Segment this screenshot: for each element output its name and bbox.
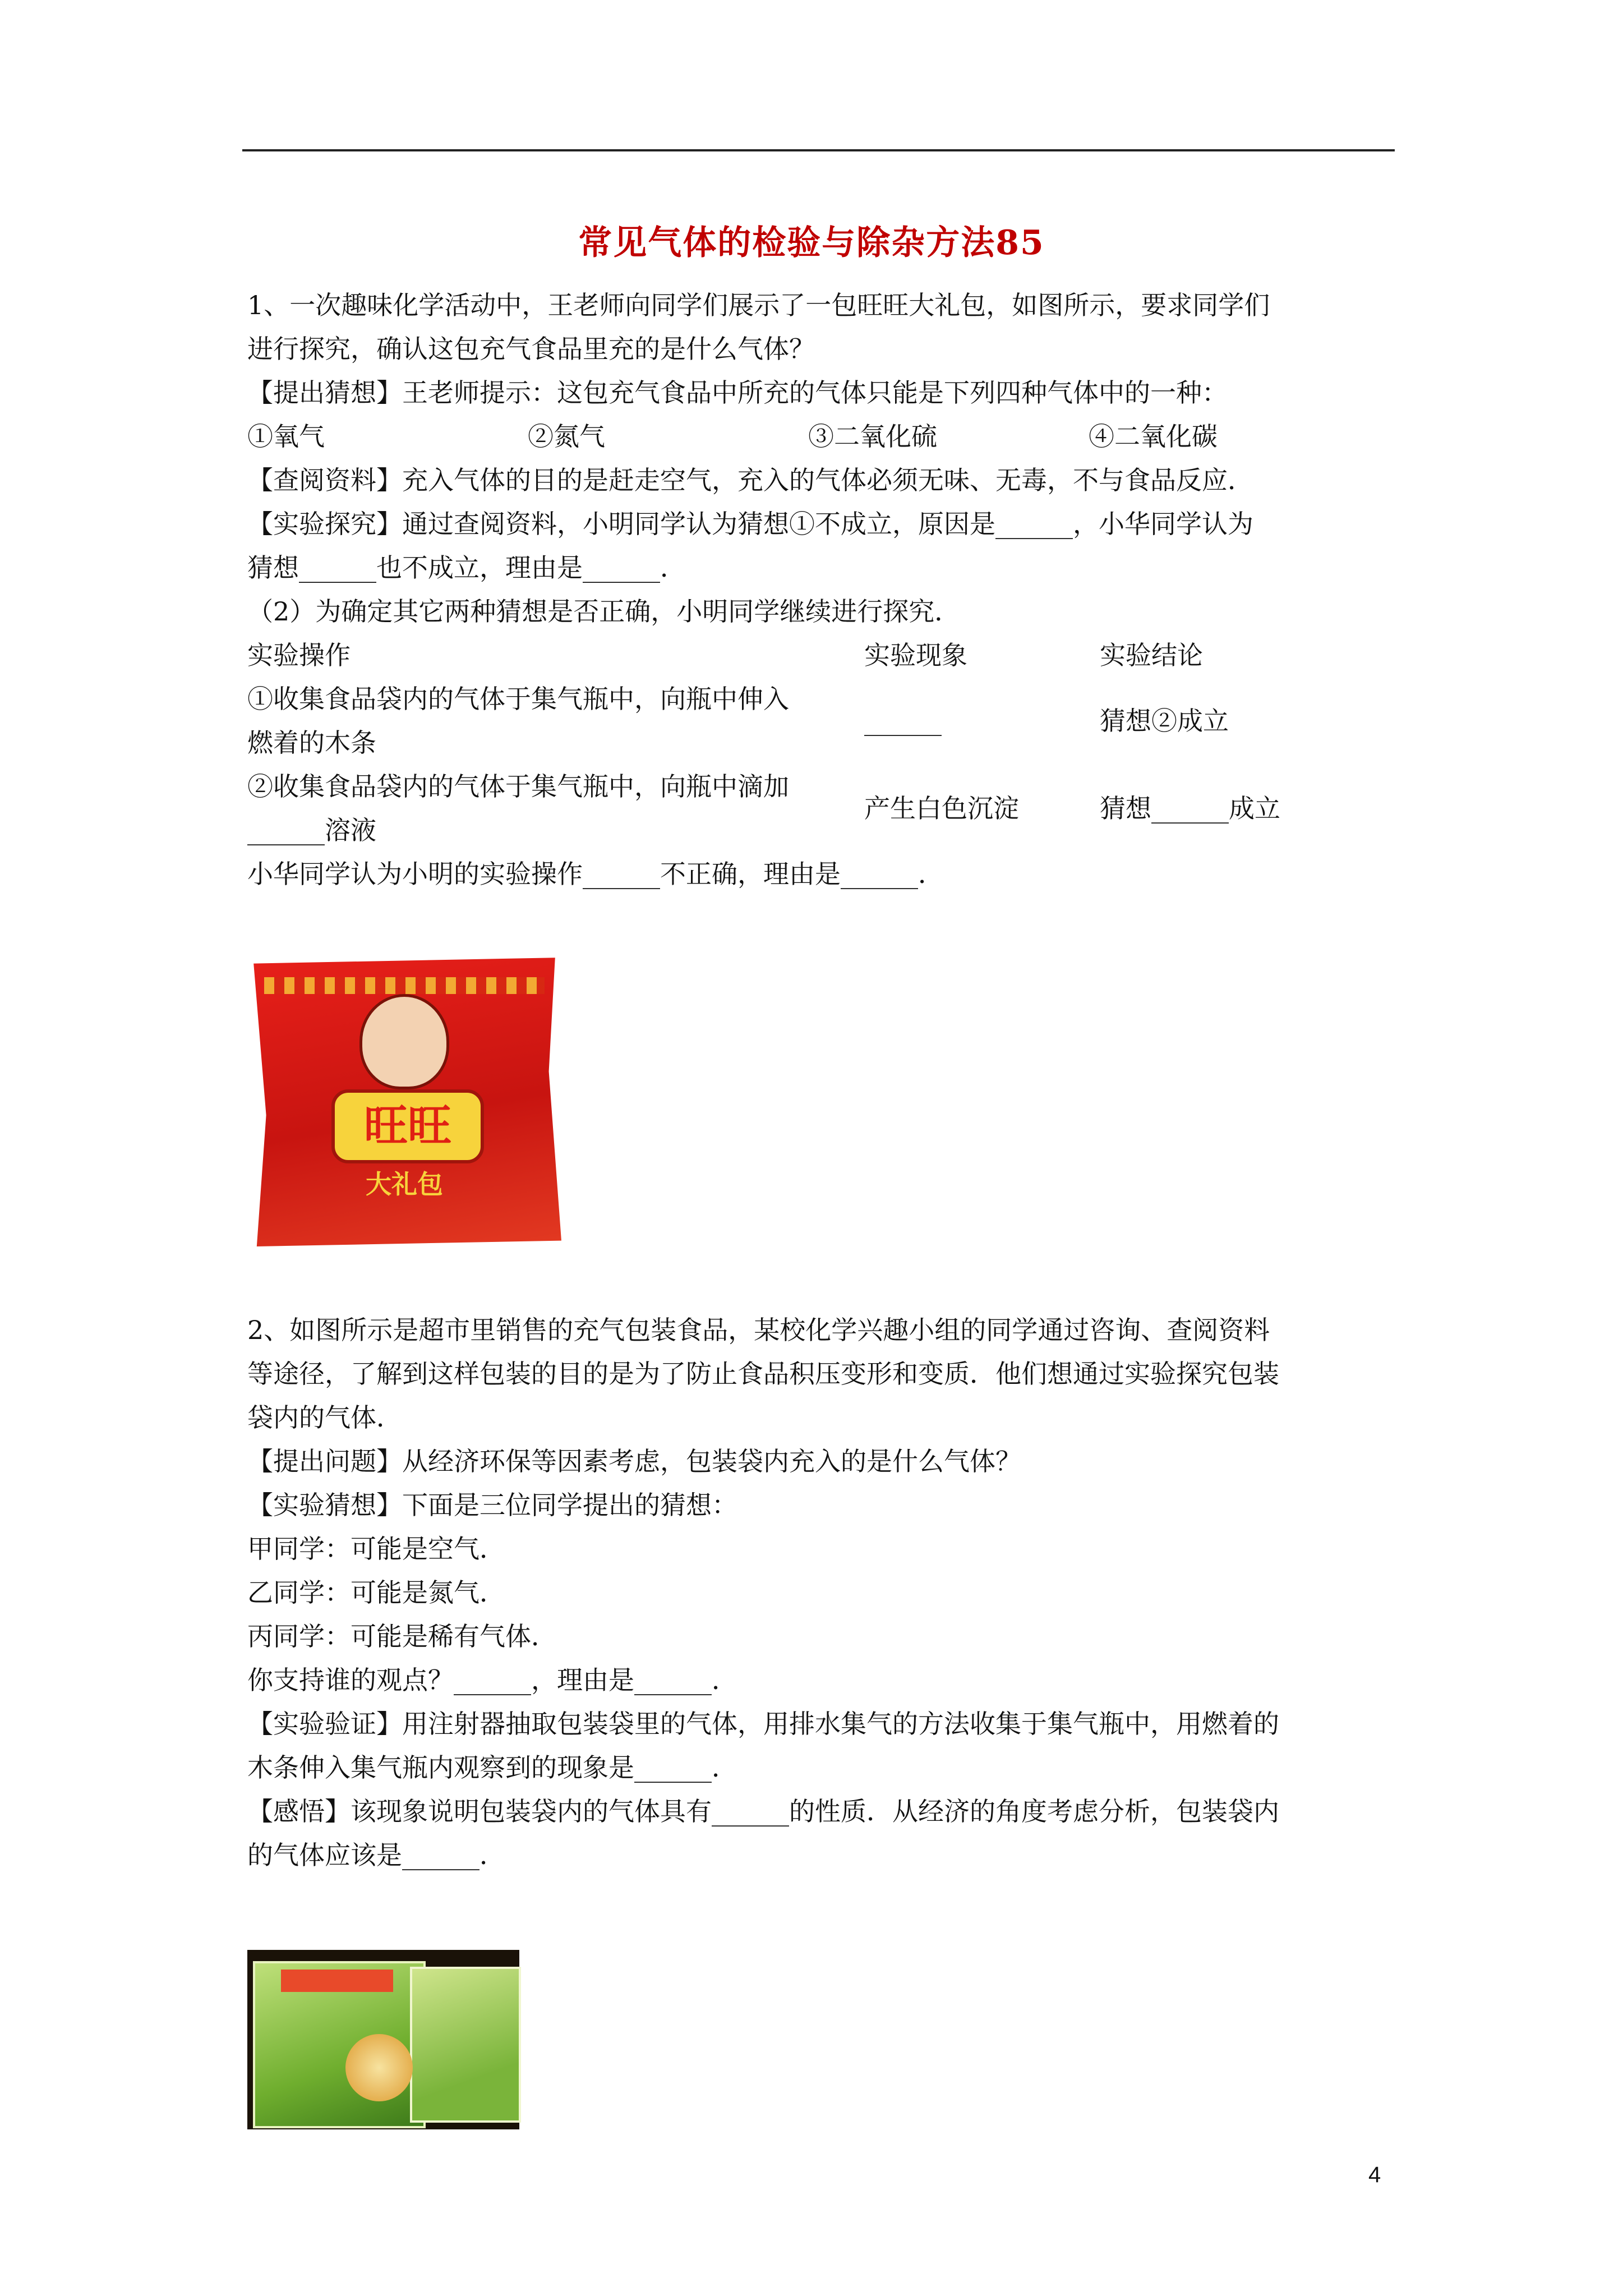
package-biscuit-graphic xyxy=(345,2034,413,2101)
q2-student-yi: 乙同学：可能是氮气． xyxy=(247,1577,505,1608)
q1-line2: 进行探究，确认这包充气食品里充的是什么气体？ xyxy=(247,334,815,364)
document-body xyxy=(247,283,1391,2129)
row2-operation-line2: ______溶液 xyxy=(247,815,376,845)
q2-insight-line2: 的气体应该是______． xyxy=(247,1840,505,1870)
q1-line1: 1、一次趣味化学活动中，王老师向同学们展示了一包旺旺大礼包，如图所示，要求同学们 xyxy=(247,290,1270,320)
q1-option-3: ③二氧化硫 xyxy=(808,421,937,452)
q2-student-jia: 甲同学：可能是空气． xyxy=(247,1534,505,1564)
table-row xyxy=(247,765,1391,852)
row1-operation xyxy=(247,677,864,765)
row2-phenomenon: 产生白色沉淀 xyxy=(864,793,1019,823)
row1-phenomenon: ______ xyxy=(864,706,942,736)
q1-closing: 小华同学认为小明的实验操作______不正确，理由是______． xyxy=(247,859,944,889)
row1-conclusion: 猜想②成立 xyxy=(1100,706,1229,736)
q2-verify-line1: 【实验验证】用注射器抽取包装袋里的气体，用排水集气的方法收集于集气瓶中，用燃着的 xyxy=(247,1709,1279,1739)
q2-verify-line2: 木条伸入集气瓶内观察到的现象是______． xyxy=(247,1752,737,1783)
table-header-row xyxy=(247,633,1391,677)
q2-line1: 2、如图所示是超市里销售的充气包装食品，某校化学兴趣小组的同学通过咨询、查阅资料 xyxy=(247,1315,1270,1345)
table-row xyxy=(247,677,1391,765)
header-operation: 实验操作 xyxy=(247,640,351,670)
q2-question: 【提出问题】从经济环保等因素考虑，包装袋内充入的是什么气体？ xyxy=(247,1446,1021,1476)
bag-pattern-band xyxy=(264,977,545,994)
q1-info: 【查阅资料】充入气体的目的是赶走空气，充入的气体必须无味、无毒，不与食品反应． xyxy=(247,465,1253,495)
row1-operation-line1: ①收集食品袋内的气体于集气瓶中，向瓶中伸入 xyxy=(247,684,789,714)
q2-student-bing: 丙同学：可能是稀有气体． xyxy=(247,1621,557,1651)
bag-logo-badge: 旺旺 xyxy=(331,1089,484,1163)
q1-option-1: ①氧气 xyxy=(247,421,325,452)
q1-option-4: ④二氧化碳 xyxy=(1089,421,1218,452)
q1-option-2: ②氮气 xyxy=(528,421,605,452)
row2-conclusion: 猜想______成立 xyxy=(1100,793,1280,823)
snack-package-image xyxy=(247,1950,519,2129)
q2-line3: 袋内的气体． xyxy=(247,1402,402,1433)
q1-part2: （2）为确定其它两种猜想是否正确，小明同学继续进行探究． xyxy=(247,596,961,627)
experiment-table xyxy=(247,633,1391,852)
q2-insight-line1: 【感悟】该现象说明包装袋内的气体具有______的性质．从经济的角度考虑分析，包装袋内 xyxy=(247,1796,1279,1826)
q1-explore-line1: 【实验探究】通过查阅资料，小明同学认为猜想①不成立，原因是______，小华同学认为 xyxy=(247,509,1253,539)
q2-support: 你支持谁的观点？______，理由是______． xyxy=(247,1665,737,1695)
bag-logo-subtitle: 大礼包 xyxy=(366,1169,443,1199)
header-conclusion: 实验结论 xyxy=(1100,640,1203,670)
page-title: 常见气体的检验与除杂方法85 xyxy=(578,223,1045,263)
row2-operation-line1: ②收集食品袋内的气体于集气瓶中，向瓶中滴加 xyxy=(247,771,789,802)
q2-line2: 等途径，了解到这样包装的目的是为了防止食品积压变形和变质．他们想通过实验探究包装 xyxy=(247,1359,1279,1389)
row2-operation xyxy=(247,765,864,852)
package-back xyxy=(410,1967,521,2123)
row1-operation-line2: 燃着的木条 xyxy=(247,728,376,758)
wangwang-gift-bag-image xyxy=(247,955,561,1246)
page-number: 4 xyxy=(1368,2162,1381,2187)
q1-explore-line2: 猜想______也不成立，理由是______． xyxy=(247,553,686,583)
package-label-strip xyxy=(281,1970,393,1992)
header-phenomenon: 实验现象 xyxy=(864,640,967,670)
q1-guess: 【提出猜想】王老师提示：这包充气食品中所充的气体只能是下列四种气体中的一种： xyxy=(247,378,1228,408)
q2-guess: 【实验猜想】下面是三位同学提出的猜想： xyxy=(247,1490,737,1520)
mascot-face xyxy=(359,994,449,1089)
header-rule xyxy=(242,149,1395,151)
q1-options xyxy=(247,415,1391,458)
